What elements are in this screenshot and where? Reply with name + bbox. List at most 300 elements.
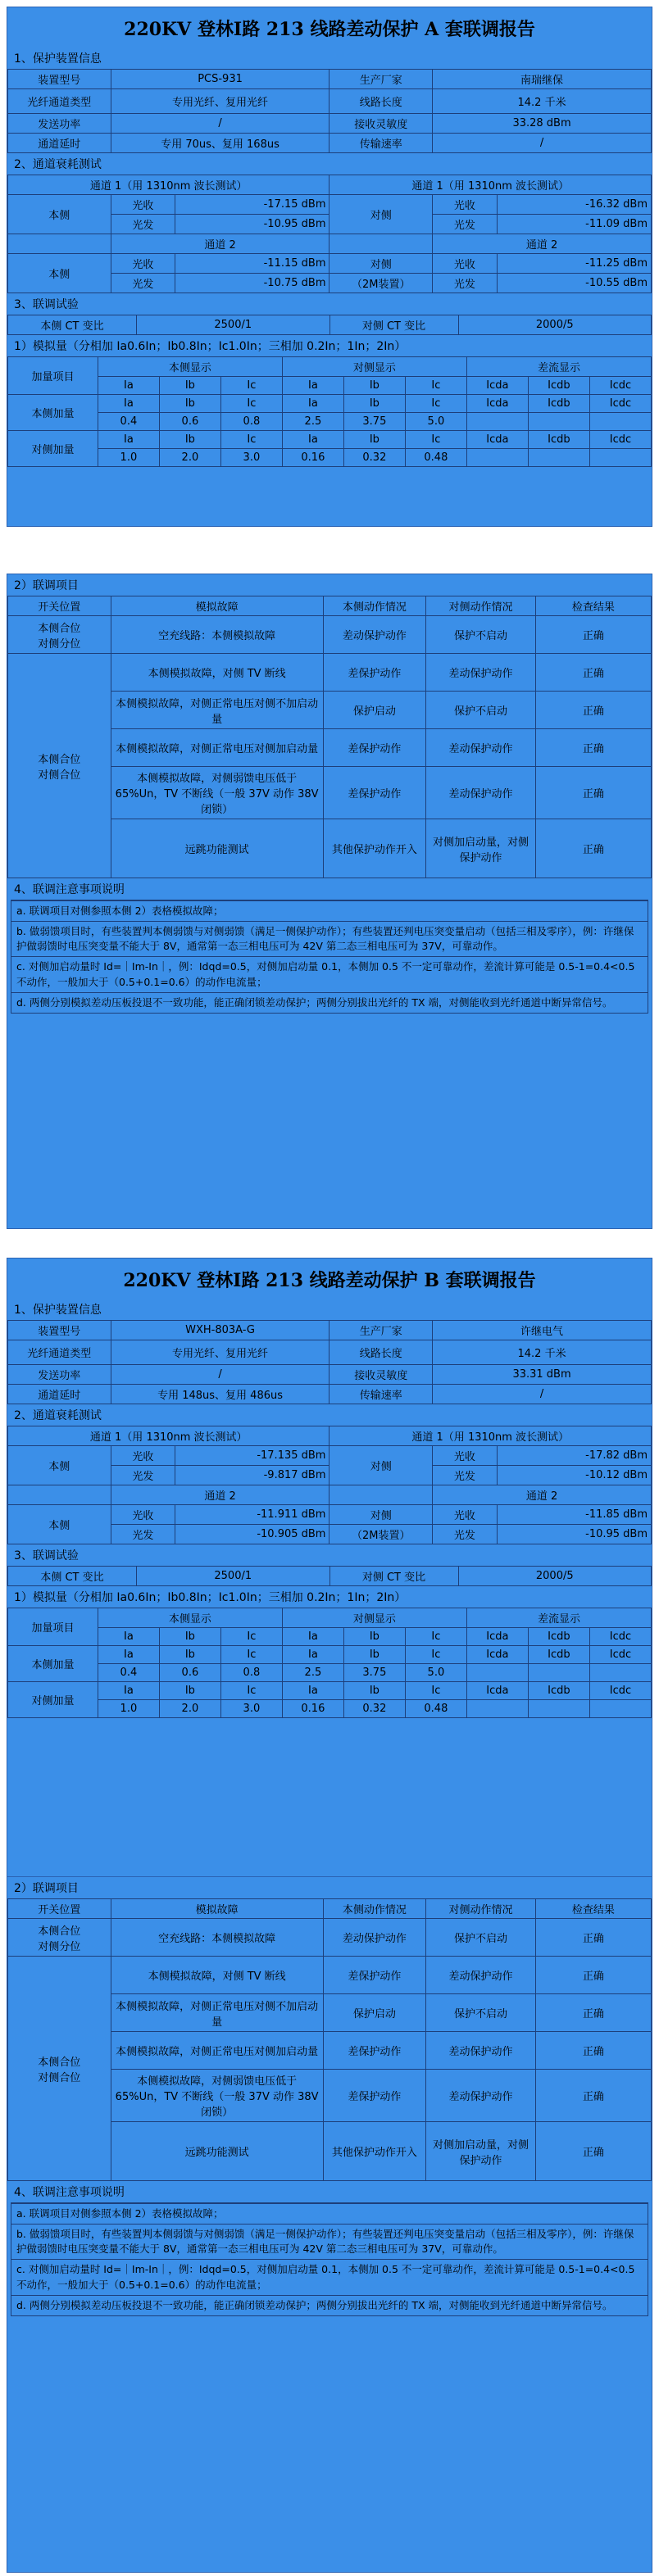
column-header: Ic: [405, 1646, 466, 1664]
fault-desc: 远跳功能测试: [111, 2122, 323, 2181]
fault-desc: 本侧模拟故障，对侧正常电压对侧加启动量: [111, 729, 323, 767]
value: -17.135 dBm: [175, 1446, 330, 1466]
column-header: Ia: [282, 1628, 343, 1646]
label: 对侧: [330, 1505, 433, 1525]
column-header: 本侧动作情况: [323, 596, 426, 616]
local-action: 差保护动作: [323, 654, 426, 692]
column-header: Ia: [282, 395, 343, 413]
value: -17.15 dBm: [175, 195, 330, 215]
report-title: 220KV 登林Ⅰ路 213 线路差动保护 A 套联调报告: [124, 19, 535, 40]
cell-value: [528, 1700, 589, 1718]
column-header: Icdb: [528, 1646, 589, 1664]
remote-action: 差动保护动作: [426, 729, 535, 767]
label: 光发: [111, 1525, 175, 1544]
label: 光收: [111, 195, 175, 215]
label: 接收灵敏度: [330, 1365, 433, 1385]
column-header: Icdc: [589, 1628, 651, 1646]
label: 对侧加量: [8, 431, 98, 467]
cell-value: [466, 1664, 528, 1682]
column-header: Ib: [343, 377, 405, 395]
label: 发送功率: [8, 114, 111, 134]
label: 生产厂家: [330, 1321, 433, 1340]
switch-position: 本侧合位 对侧分位: [8, 1919, 111, 1957]
label: 光收: [433, 254, 498, 274]
value: 33.28 dBm: [433, 114, 652, 134]
cell-value: 0.6: [159, 1664, 220, 1682]
fault-desc: 本侧模拟故障，对侧正常电压对侧加启动量: [111, 2032, 323, 2070]
check-result: 正确: [535, 1957, 651, 1994]
header: 加量项目: [8, 357, 98, 395]
column-header: Icda: [466, 377, 528, 395]
column-header: Ic: [220, 1682, 282, 1700]
value: 南瑞继保: [433, 70, 652, 89]
check-result: 正确: [535, 1919, 651, 1957]
cell-value: 0.16: [282, 1700, 343, 1718]
value: /: [433, 134, 652, 153]
column-header: Ib: [343, 431, 405, 449]
column-header: Ia: [98, 431, 159, 449]
column-header: Ia: [282, 431, 343, 449]
fault-desc: 空充线路：本侧模拟故障: [111, 1919, 323, 1957]
note-item: c. 对侧加启动量时 Id=｜Im-In｜，例：Idqd=0.5，对侧加启动量 0.1，本侧加 0.5 不一定可靠动作，差流计算可能是 0.5-1=0.4<0.5 不动作，一般加大于（0.5+0.1=0.6）的动作电流量；: [11, 956, 648, 991]
label: 光收: [433, 195, 498, 215]
label: 本侧加量: [8, 1646, 98, 1682]
cell-value: [528, 1664, 589, 1682]
column-header: 开关位置: [8, 1899, 111, 1919]
report-b-part1: [7, 1258, 652, 1880]
report-a-part2: [7, 574, 652, 1229]
remote-action: 对侧加启动量，对侧保护动作: [426, 2122, 535, 2181]
column-header: Ic: [405, 395, 466, 413]
column-header: Icdc: [589, 395, 651, 413]
cell-value: 3.75: [343, 413, 405, 431]
cell-value: 2.5: [282, 413, 343, 431]
remote-action: 保护不启动: [426, 692, 535, 729]
check-result: 正确: [535, 819, 651, 878]
check-result: 正确: [535, 729, 651, 767]
value: -9.817 dBm: [175, 1466, 330, 1485]
check-result: 正确: [535, 616, 651, 654]
device-info-table: [7, 69, 652, 153]
fault-desc: 远跳功能测试: [111, 819, 323, 878]
column-header: Ic: [220, 1628, 282, 1646]
section-device-info: 1、保护装置信息: [14, 52, 102, 66]
value: /: [111, 1365, 330, 1385]
analog-title: 1）模拟量（分相加 Ia0.6In；Ib0.8In；Ic1.0In；三相加 0.2In；1In；2In）: [14, 1591, 407, 1604]
analog-table: [7, 1608, 652, 1718]
column-header: Icdb: [528, 1628, 589, 1646]
label: 生产厂家: [330, 70, 433, 89]
value: 专用光纤、复用光纤: [111, 89, 330, 114]
column-header: Ib: [159, 1628, 220, 1646]
value: -11.85 dBm: [497, 1505, 651, 1525]
joint-items-table: [7, 1898, 652, 2181]
cell-value: [528, 413, 589, 431]
check-result: 正确: [535, 767, 651, 819]
ct-ratio-table: [7, 1566, 652, 1586]
label: （2M装置）: [330, 274, 433, 293]
fault-desc: 本侧模拟故障，对侧弱馈电压低于 65%Un，TV 不断线（一般 37V 动作 38V 闭锁）: [111, 767, 323, 819]
spacer: [8, 234, 111, 254]
header: 通道 2: [111, 234, 330, 254]
label: 装置型号: [8, 70, 111, 89]
column-header: Ia: [98, 1646, 159, 1664]
column-header: Ia: [98, 395, 159, 413]
fault-desc: 本侧模拟故障，对侧弱馈电压低于 65%Un，TV 不断线（一般 37V 动作 38V 闭锁）: [111, 2070, 323, 2122]
remote-action: 对侧加启动量，对侧保护动作: [426, 819, 535, 878]
table-row: [8, 654, 652, 692]
fault-desc: 本侧模拟故障，对侧正常电压对侧不加启动量: [111, 692, 323, 729]
channel-loss-table: [7, 1426, 652, 1544]
cell-value: 3.0: [220, 1700, 282, 1718]
value: 33.31 dBm: [433, 1365, 652, 1385]
note-item: b. 做弱馈项目时，有些装置判本侧弱馈与对侧弱馈（满足一侧保护动作）；有些装置还判电压突变量启动（包括三相及零序），例：许继保护做弱馈时电压突变量不能大于 8V，通常第一态三相电压可为 42V 第二态三相电压可为 37V，可靠动作。: [11, 921, 648, 956]
value: 2500/1: [137, 1567, 330, 1586]
label: 对侧 CT 变比: [330, 1567, 458, 1586]
column-header: Ic: [220, 395, 282, 413]
cell-value: 0.32: [343, 1700, 405, 1718]
label: 光发: [111, 1466, 175, 1485]
value: 14.2 千米: [433, 1340, 652, 1365]
report-a-part1: [7, 7, 652, 527]
switch-position: 本侧合位 对侧分位: [8, 616, 111, 654]
column-header: Icdc: [589, 377, 651, 395]
check-result: 正确: [535, 1994, 651, 2032]
column-header: Icdb: [528, 395, 589, 413]
label: 光发: [433, 1525, 498, 1544]
header: 通道 2: [111, 1485, 330, 1505]
local-action: 差动保护动作: [323, 1919, 426, 1957]
value: -17.82 dBm: [497, 1446, 651, 1466]
label: 本侧 CT 变比: [8, 315, 137, 335]
label: 光发: [111, 274, 175, 293]
table-row: [8, 1957, 652, 1994]
local-action: 其他保护动作开入: [323, 819, 426, 878]
column-header: Ic: [405, 431, 466, 449]
switch-position: 本侧合位 对侧合位: [8, 654, 111, 878]
notes-list: [11, 2202, 648, 2316]
label: 光收: [111, 254, 175, 274]
cell-value: [589, 1664, 651, 1682]
column-header: Icda: [466, 395, 528, 413]
column-header: Ib: [343, 1682, 405, 1700]
section-joint-items: 2）联调项目: [14, 579, 79, 592]
column-header: Ib: [159, 1646, 220, 1664]
cell-value: 0.16: [282, 449, 343, 467]
cell-value: [589, 449, 651, 467]
header: 通道 2: [433, 1485, 652, 1505]
cell-value: [466, 1700, 528, 1718]
table-row: [8, 616, 652, 654]
joint-items-table: [7, 596, 652, 878]
note-item: c. 对侧加启动量时 Id=｜Im-In｜，例：Idqd=0.5，对侧加启动量 0.1，本侧加 0.5 不一定可靠动作，差流计算可能是 0.5-1=0.4<0.5 不动作，一般加大于（0.5+0.1=0.6）的动作电流量；: [11, 2259, 648, 2294]
cell-value: 3.0: [220, 449, 282, 467]
header: 差流显示: [466, 1608, 651, 1628]
label: 光收: [433, 1505, 498, 1525]
value: /: [433, 1385, 652, 1404]
header: 对侧显示: [282, 1608, 466, 1628]
remote-action: 保护不启动: [426, 1919, 535, 1957]
note-item: a. 联调项目对侧参照本侧 2）表格模拟故障；: [11, 900, 648, 921]
column-header: 检查结果: [535, 596, 651, 616]
section-channel-loss: 2、通道衰耗测试: [14, 1409, 102, 1422]
check-result: 正确: [535, 2122, 651, 2181]
column-header: 模拟故障: [111, 596, 323, 616]
value: -16.32 dBm: [497, 195, 651, 215]
local-action: 差保护动作: [323, 729, 426, 767]
label: 对侧: [330, 254, 433, 274]
remote-action: 差动保护动作: [426, 767, 535, 819]
notes-list: [11, 900, 648, 1014]
column-header: Icdb: [528, 377, 589, 395]
table-row: [8, 1919, 652, 1957]
cell-value: 0.48: [405, 1700, 466, 1718]
column-header: Ic: [220, 431, 282, 449]
cell-value: 0.8: [220, 1664, 282, 1682]
label: （2M装置）: [330, 1525, 433, 1544]
label: 线路长度: [330, 1340, 433, 1365]
remote-action: 保护不启动: [426, 1994, 535, 2032]
column-header: Icdb: [528, 431, 589, 449]
label: 接收灵敏度: [330, 114, 433, 134]
label: 装置型号: [8, 1321, 111, 1340]
column-header: Icdc: [589, 1646, 651, 1664]
value: -10.12 dBm: [497, 1466, 651, 1485]
cell-value: 2.5: [282, 1664, 343, 1682]
cell-value: 2.0: [159, 449, 220, 467]
value: 2000/5: [458, 1567, 652, 1586]
column-header: Ib: [159, 395, 220, 413]
value: 专用 70us、复用 168us: [111, 134, 330, 153]
cell-value: 0.48: [405, 449, 466, 467]
column-header: 模拟故障: [111, 1899, 323, 1919]
value: PCS-931: [111, 70, 330, 89]
cell-value: 0.8: [220, 413, 282, 431]
local-action: 差保护动作: [323, 2070, 426, 2122]
cell-value: 0.4: [98, 1664, 159, 1682]
local-action: 差保护动作: [323, 767, 426, 819]
label: 本侧: [8, 195, 111, 234]
column-header: 本侧动作情况: [323, 1899, 426, 1919]
column-header: Icda: [466, 1628, 528, 1646]
cell-value: 0.6: [159, 413, 220, 431]
cell-value: 5.0: [405, 1664, 466, 1682]
label: 光纤通道类型: [8, 89, 111, 114]
column-header: Ib: [343, 1646, 405, 1664]
label: 光收: [111, 1446, 175, 1466]
ct-ratio-table: [7, 315, 652, 335]
column-header: Ia: [282, 1682, 343, 1700]
column-header: Ia: [98, 1628, 159, 1646]
local-action: 其他保护动作开入: [323, 2122, 426, 2181]
value: 14.2 千米: [433, 89, 652, 114]
local-action: 差保护动作: [323, 2032, 426, 2070]
label: 光发: [111, 215, 175, 234]
header: 本侧显示: [98, 1608, 282, 1628]
local-action: 保护启动: [323, 1994, 426, 2032]
remote-action: 差动保护动作: [426, 654, 535, 692]
note-item: b. 做弱馈项目时，有些装置判本侧弱馈与对侧弱馈（满足一侧保护动作）；有些装置还判电压突变量启动（包括三相及零序），例：许继保护做弱馈时电压突变量不能大于 8V，通常第一态三相电压可为 42V 第二态三相电压可为 37V，可靠动作。: [11, 2224, 648, 2259]
column-header: Icdb: [528, 1682, 589, 1700]
label: 传输速率: [330, 1385, 433, 1404]
label: 光收: [433, 1446, 498, 1466]
cell-value: [466, 413, 528, 431]
section-joint-test: 3、联调试验: [14, 1549, 79, 1562]
cell-value: [589, 1700, 651, 1718]
label: 通道延时: [8, 134, 111, 153]
column-header: Icdc: [589, 1682, 651, 1700]
column-header: Icda: [466, 1646, 528, 1664]
column-header: Ic: [405, 1628, 466, 1646]
value: 专用光纤、复用光纤: [111, 1340, 330, 1365]
value: -11.911 dBm: [175, 1505, 330, 1525]
fault-desc: 空充线路：本侧模拟故障: [111, 616, 323, 654]
column-header: Icda: [466, 1682, 528, 1700]
remote-action: 差动保护动作: [426, 1957, 535, 1994]
fault-desc: 本侧模拟故障，对侧 TV 断线: [111, 654, 323, 692]
report-title: 220KV 登林Ⅰ路 213 线路差动保护 B 套联调报告: [123, 1270, 536, 1291]
value: /: [111, 114, 330, 134]
label: 对侧加量: [8, 1682, 98, 1718]
section-joint-test: 3、联调试验: [14, 298, 79, 311]
section-channel-loss: 2、通道衰耗测试: [14, 158, 102, 171]
header: 通道 1（用 1310nm 波长测试）: [8, 1426, 330, 1446]
column-header: 对侧动作情况: [426, 596, 535, 616]
column-header: Ic: [220, 377, 282, 395]
channel-loss-table: [7, 175, 652, 293]
column-header: Ib: [159, 431, 220, 449]
label: 线路长度: [330, 89, 433, 114]
fault-desc: 本侧模拟故障，对侧正常电压对侧不加启动量: [111, 1994, 323, 2032]
check-result: 正确: [535, 2032, 651, 2070]
column-header: Ic: [405, 1682, 466, 1700]
cell-value: [589, 413, 651, 431]
column-header: Ia: [282, 377, 343, 395]
label: 传输速率: [330, 134, 433, 153]
value: -11.15 dBm: [175, 254, 330, 274]
device-info-table: [7, 1320, 652, 1404]
column-header: Ib: [159, 377, 220, 395]
header: 本侧显示: [98, 357, 282, 377]
value: 许继电气: [433, 1321, 652, 1340]
column-header: 检查结果: [535, 1899, 651, 1919]
check-result: 正确: [535, 692, 651, 729]
header: 通道 2: [433, 234, 652, 254]
cell-value: [466, 449, 528, 467]
section-device-info: 1、保护装置信息: [14, 1304, 102, 1317]
report-b-part2: [7, 1876, 652, 2573]
column-header: Ic: [405, 377, 466, 395]
value: -11.09 dBm: [497, 215, 651, 234]
check-result: 正确: [535, 2070, 651, 2122]
fault-desc: 本侧模拟故障，对侧 TV 断线: [111, 1957, 323, 1994]
analog-title: 1）模拟量（分相加 Ia0.6In；Ib0.8In；Ic1.0In；三相加 0.2In；1In；2In）: [14, 340, 407, 353]
switch-position: 本侧合位 对侧合位: [8, 1957, 111, 2181]
column-header: Ib: [159, 1682, 220, 1700]
label: 对侧: [330, 195, 433, 234]
local-action: 差动保护动作: [323, 616, 426, 654]
label: 本侧: [8, 1505, 111, 1544]
header: 差流显示: [466, 357, 651, 377]
cell-value: 0.4: [98, 413, 159, 431]
column-header: Ia: [98, 377, 159, 395]
column-header: Ia: [98, 1682, 159, 1700]
section-notes: 4、联调注意事项说明: [14, 2186, 125, 2199]
header: 通道 1（用 1310nm 波长测试）: [8, 175, 330, 195]
cell-value: 3.75: [343, 1664, 405, 1682]
cell-value: 5.0: [405, 413, 466, 431]
header: 通道 1（用 1310nm 波长测试）: [330, 175, 652, 195]
value: -11.25 dBm: [497, 254, 651, 274]
label: 光发: [433, 215, 498, 234]
value: -10.95 dBm: [497, 1525, 651, 1544]
analog-table: [7, 356, 652, 467]
label: 光发: [433, 274, 498, 293]
value: 2500/1: [137, 315, 330, 335]
spacer: [8, 1485, 111, 1505]
value: -10.55 dBm: [497, 274, 651, 293]
label: 光纤通道类型: [8, 1340, 111, 1365]
remote-action: 差动保护动作: [426, 2032, 535, 2070]
cell-value: 0.32: [343, 449, 405, 467]
column-header: Icdc: [589, 431, 651, 449]
note-item: d. 两侧分别模拟差动压板投退不一致功能，能正确闭锁差动保护；两侧分别拔出光纤的 TX 端，对侧能收到光纤通道中断异常信号。: [11, 992, 648, 1013]
cell-value: 1.0: [98, 449, 159, 467]
value: 专用 148us、复用 486us: [111, 1385, 330, 1404]
note-item: d. 两侧分别模拟差动压板投退不一致功能，能正确闭锁差动保护；两侧分别拔出光纤的 TX 端，对侧能收到光纤通道中断异常信号。: [11, 2295, 648, 2315]
label: 光发: [433, 1466, 498, 1485]
header: 加量项目: [8, 1608, 98, 1646]
value: -10.95 dBm: [175, 215, 330, 234]
label: 对侧: [330, 1446, 433, 1485]
label: 通道延时: [8, 1385, 111, 1404]
note-item: a. 联调项目对侧参照本侧 2）表格模拟故障；: [11, 2203, 648, 2224]
label: 本侧加量: [8, 395, 98, 431]
header: 通道 1（用 1310nm 波长测试）: [330, 1426, 652, 1446]
label: 本侧 CT 变比: [8, 1567, 137, 1586]
column-header: Ib: [343, 1628, 405, 1646]
local-action: 保护启动: [323, 692, 426, 729]
local-action: 差保护动作: [323, 1957, 426, 1994]
cell-value: 2.0: [159, 1700, 220, 1718]
spacer: [330, 234, 433, 254]
label: 本侧: [8, 1446, 111, 1485]
column-header: Ia: [282, 1646, 343, 1664]
column-header: Ic: [220, 1646, 282, 1664]
value: -10.905 dBm: [175, 1525, 330, 1544]
column-header: 对侧动作情况: [426, 1899, 535, 1919]
section-joint-items: 2）联调项目: [14, 1882, 79, 1895]
column-header: 开关位置: [8, 596, 111, 616]
label: 光收: [111, 1505, 175, 1525]
value: -10.75 dBm: [175, 274, 330, 293]
column-header: Ib: [343, 395, 405, 413]
cell-value: [528, 449, 589, 467]
spacer: [330, 1485, 433, 1505]
value: WXH-803A-G: [111, 1321, 330, 1340]
section-notes: 4、联调注意事项说明: [14, 883, 125, 896]
value: 2000/5: [458, 315, 652, 335]
label: 发送功率: [8, 1365, 111, 1385]
column-header: Icda: [466, 431, 528, 449]
check-result: 正确: [535, 654, 651, 692]
cell-value: 1.0: [98, 1700, 159, 1718]
remote-action: 保护不启动: [426, 616, 535, 654]
remote-action: 差动保护动作: [426, 2070, 535, 2122]
header: 对侧显示: [282, 357, 466, 377]
label: 本侧: [8, 254, 111, 293]
label: 对侧 CT 变比: [330, 315, 458, 335]
